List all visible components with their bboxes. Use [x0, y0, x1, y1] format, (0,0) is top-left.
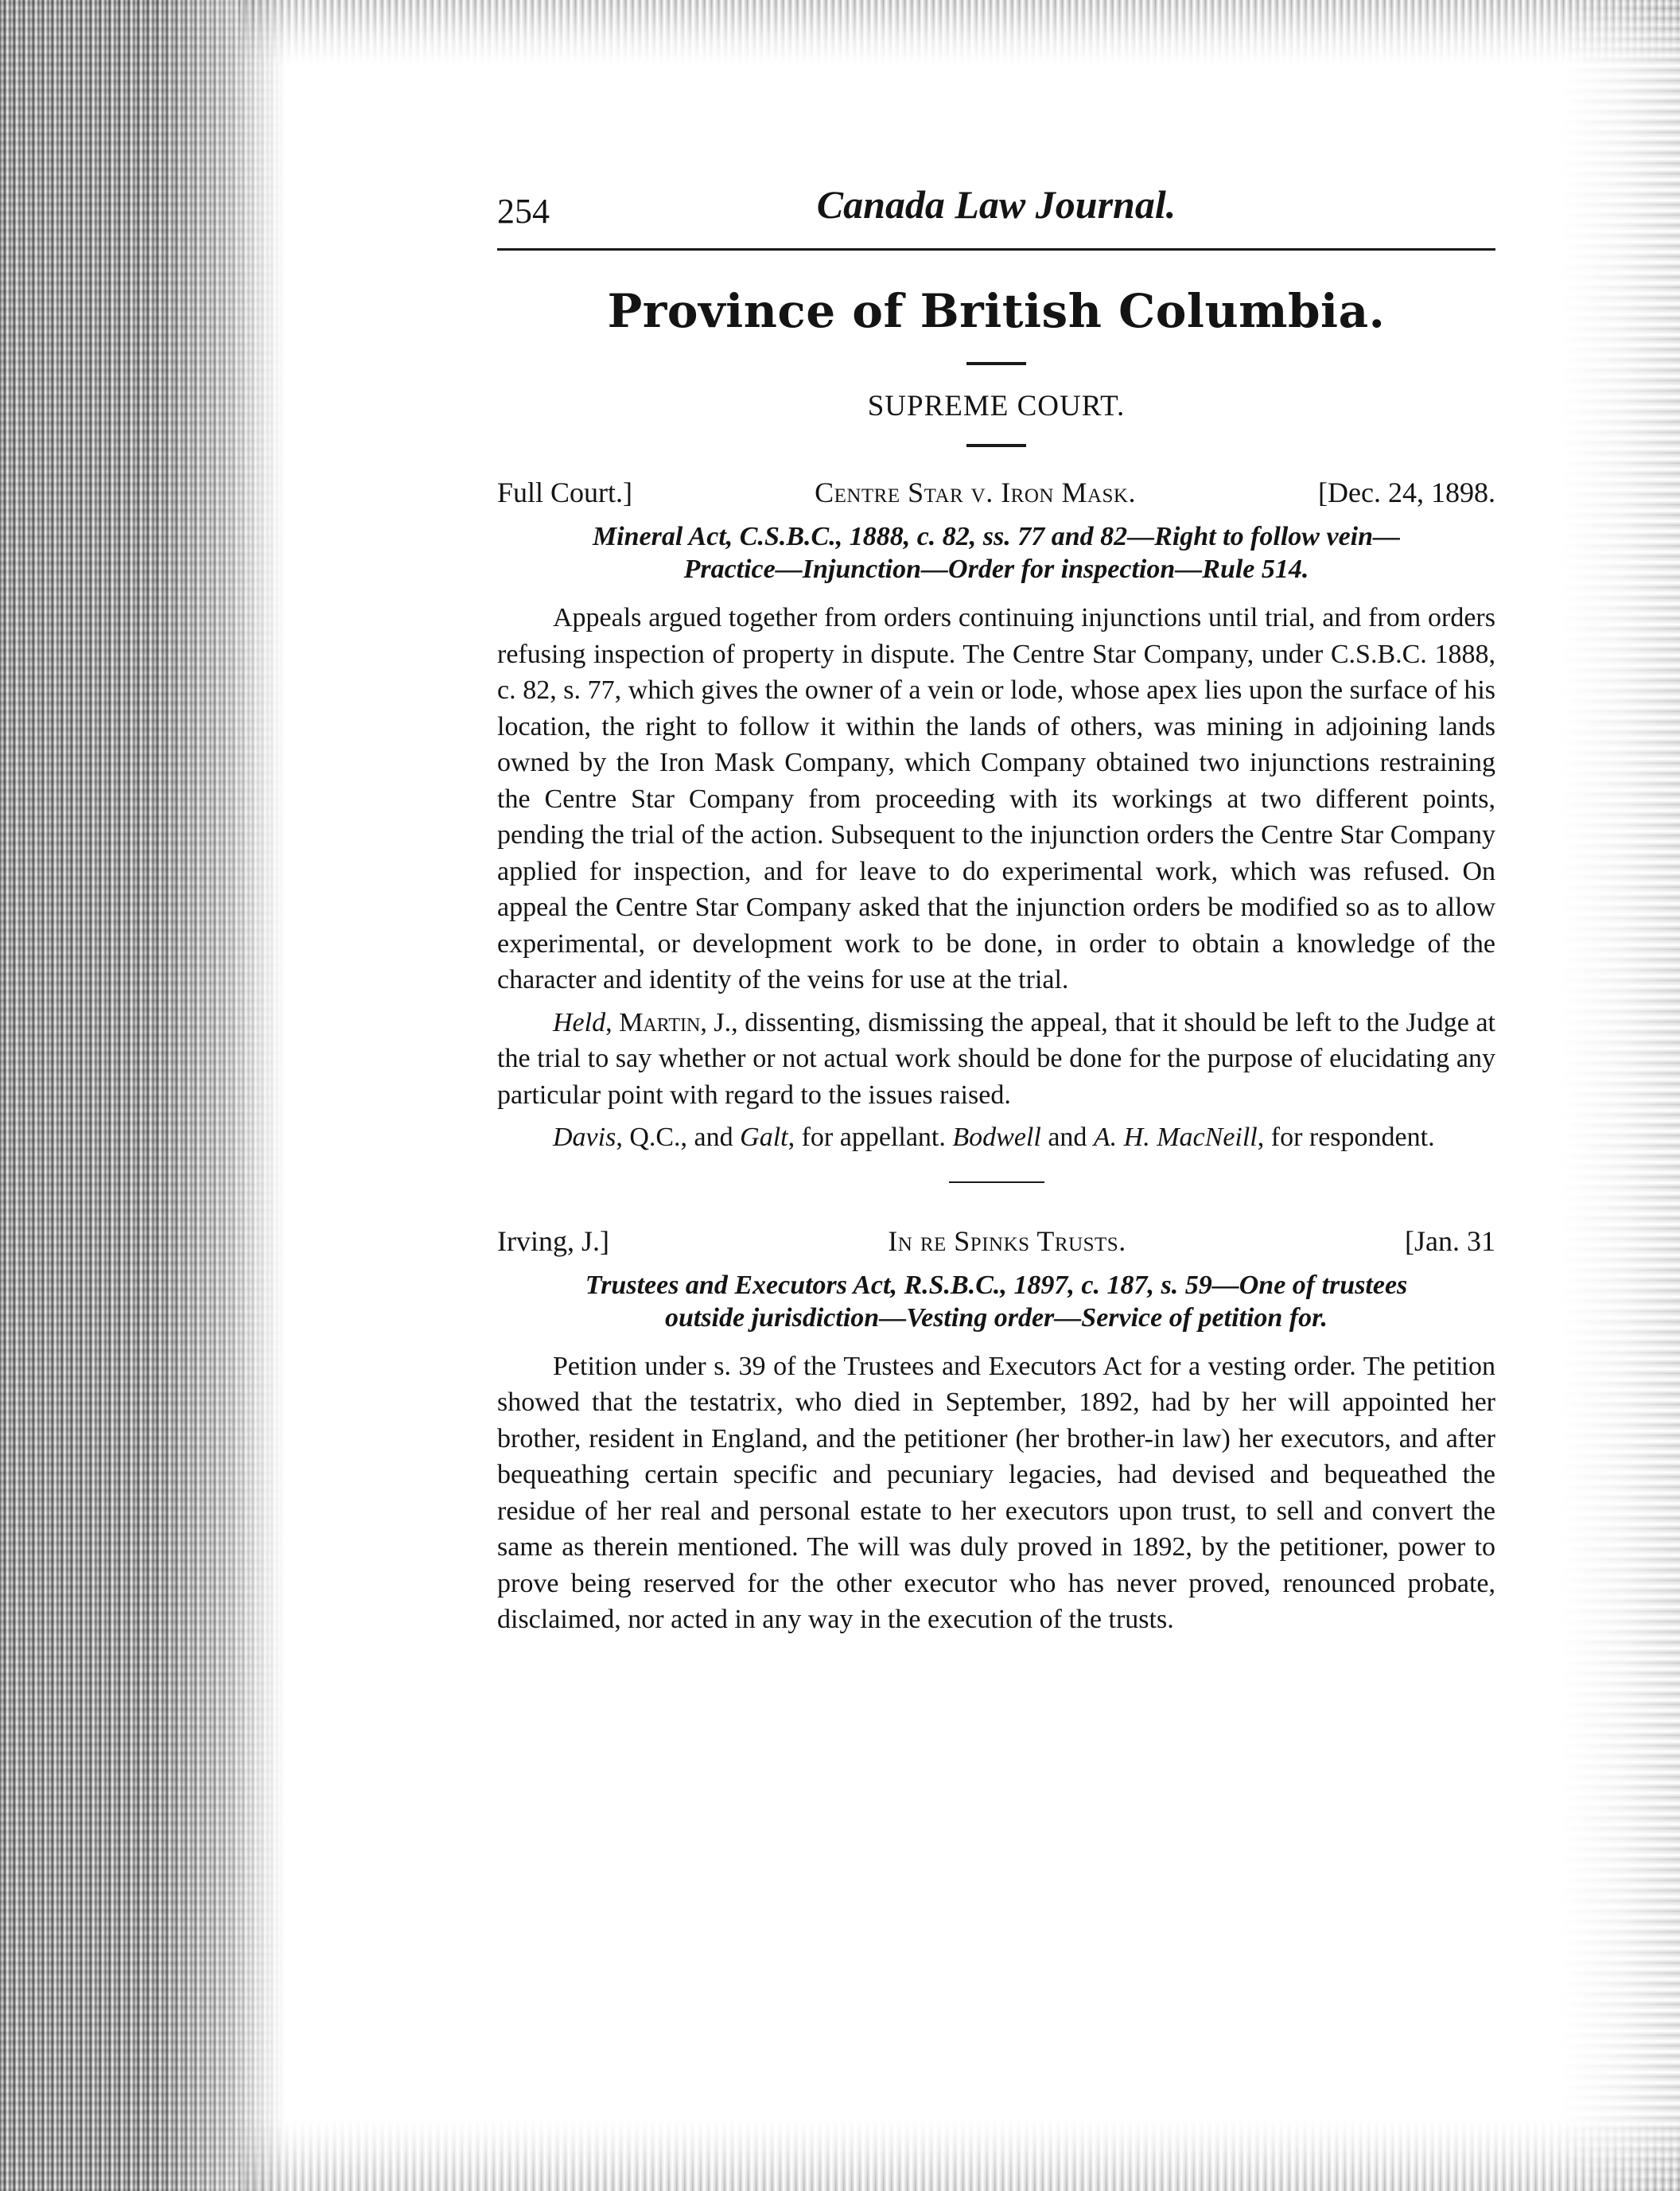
section-title: Province of British Columbia. [607, 284, 1386, 338]
journal-page [497, 181, 1495, 1638]
header-rule [497, 248, 1495, 251]
counsel-line [497, 1119, 1495, 1156]
title-divider [966, 362, 1026, 365]
counsel-name: Davis [553, 1123, 616, 1152]
counsel-text: , for respondent. [1257, 1123, 1435, 1152]
case-paragraph: Appeals argued together from orders continuing injunctions until trial, and from orders refusing inspection of property in dispute. The Centre Star Company, under C.S.B.C. 1888, c. 82, s. 77, which gives the owner of a vein or lode, whose apex lies upon the surface of his location, the right to follow it within the lands of others, was mining in adjoining lands owned by the Iron Mask Company, which Company obtained two injunctions restraining the Centre Star Company from proceeding with its workings at two different points, pending the trial of the action. Subsequent to the injunction orders the Centre Star Company applied for inspection, and for leave to do experimental work, which was refused. On appeal the Centre Star Company asked that the injunction orders be modified so as to allow experimental, or development work to be done, in order to obtain a knowledge of the character and identity of the veins for use at the trial. [497, 603, 1495, 994]
running-header [497, 181, 1495, 245]
case-headnote [497, 1269, 1495, 1334]
case-headnote [497, 520, 1495, 586]
scan-edge-left [0, 0, 286, 2191]
case-name: In re Spinks Trusts. [888, 1224, 1126, 1257]
counsel-text: , Q.C., and [616, 1123, 741, 1152]
case-date: [Jan. 31 [1405, 1224, 1495, 1257]
held-label: Held [553, 1007, 606, 1037]
journal-title: Canada Law Journal. [816, 182, 1176, 227]
page-number: 254 [497, 192, 550, 231]
case-name: Centre Star v. Iron Mask. [815, 477, 1136, 508]
headnote-line: outside jurisdiction—Vesting order—Service of petition for. [664, 1302, 1328, 1333]
case-court: Full Court.] [497, 477, 633, 508]
headnote-line: Practice—Injunction—Order for inspection—Rule 514. [683, 555, 1309, 584]
counsel-name: A. H. MacNeill [1093, 1123, 1258, 1152]
scan-edge-right [1561, 0, 1680, 2191]
court-title: SUPREME COURT. [867, 390, 1126, 422]
scan-edge-bottom [239, 2119, 1680, 2191]
case-date: [Dec. 24, 1898. [1318, 477, 1495, 508]
court-divider [966, 444, 1026, 447]
headnote-line: Trustees and Executors Act, R.S.B.C., 1897, c. 187, s. 59—One of trustees [585, 1270, 1408, 1300]
held-paragraph: Held, Martin, J., dissenting, dismissing the appeal, that it should be left to the Judge at the trial to say whether or not actual work should be done for the purpose of elucidating any particular point with regard to the issues raised. [497, 1007, 1495, 1110]
held-judge: Martin [619, 1007, 701, 1037]
counsel-name: Bodwell [952, 1123, 1041, 1152]
counsel-text: , for appellant. [788, 1123, 953, 1152]
counsel-text: and [1040, 1123, 1094, 1152]
held-text: , J., dissenting, dismissing the appeal, that it should be left to the Judge at the trial to say whether or not actual work should be done for the purpose of elucidating any particular point with regard to the issues raised. [497, 1007, 1495, 1110]
headnote-line: Mineral Act, C.S.B.C., 1888, c. 82, ss. 77 and 82—Right to follow vein— [592, 522, 1401, 551]
case-header [497, 1224, 1495, 1258]
case-paragraph: Petition under s. 39 of the Trustees and Executors Act for a vesting order. The petition showed that the testatrix, who died in September, 1892, had by her will appointed her brother, resident in England, and the petitioner (her brother-in law) her executors, and after bequeathing certain specific and pecuniary legacies, had devised and bequeathed the residue of her real and personal estate to her executors upon trust, to sell and convert the same as therein mentioned. The will was duly proved in 1892, by the petitioner, power to prove being reserved for the other executor who has never proved, renounced probate, disclaimed, nor acted in any way in the execution of the trusts. [497, 1351, 1495, 1634]
case-court: Irving, J.] [497, 1224, 609, 1257]
case-header [497, 476, 1495, 509]
counsel-name: Galt [740, 1123, 788, 1152]
scan-edge-top [239, 0, 1680, 64]
case-divider [949, 1181, 1044, 1183]
